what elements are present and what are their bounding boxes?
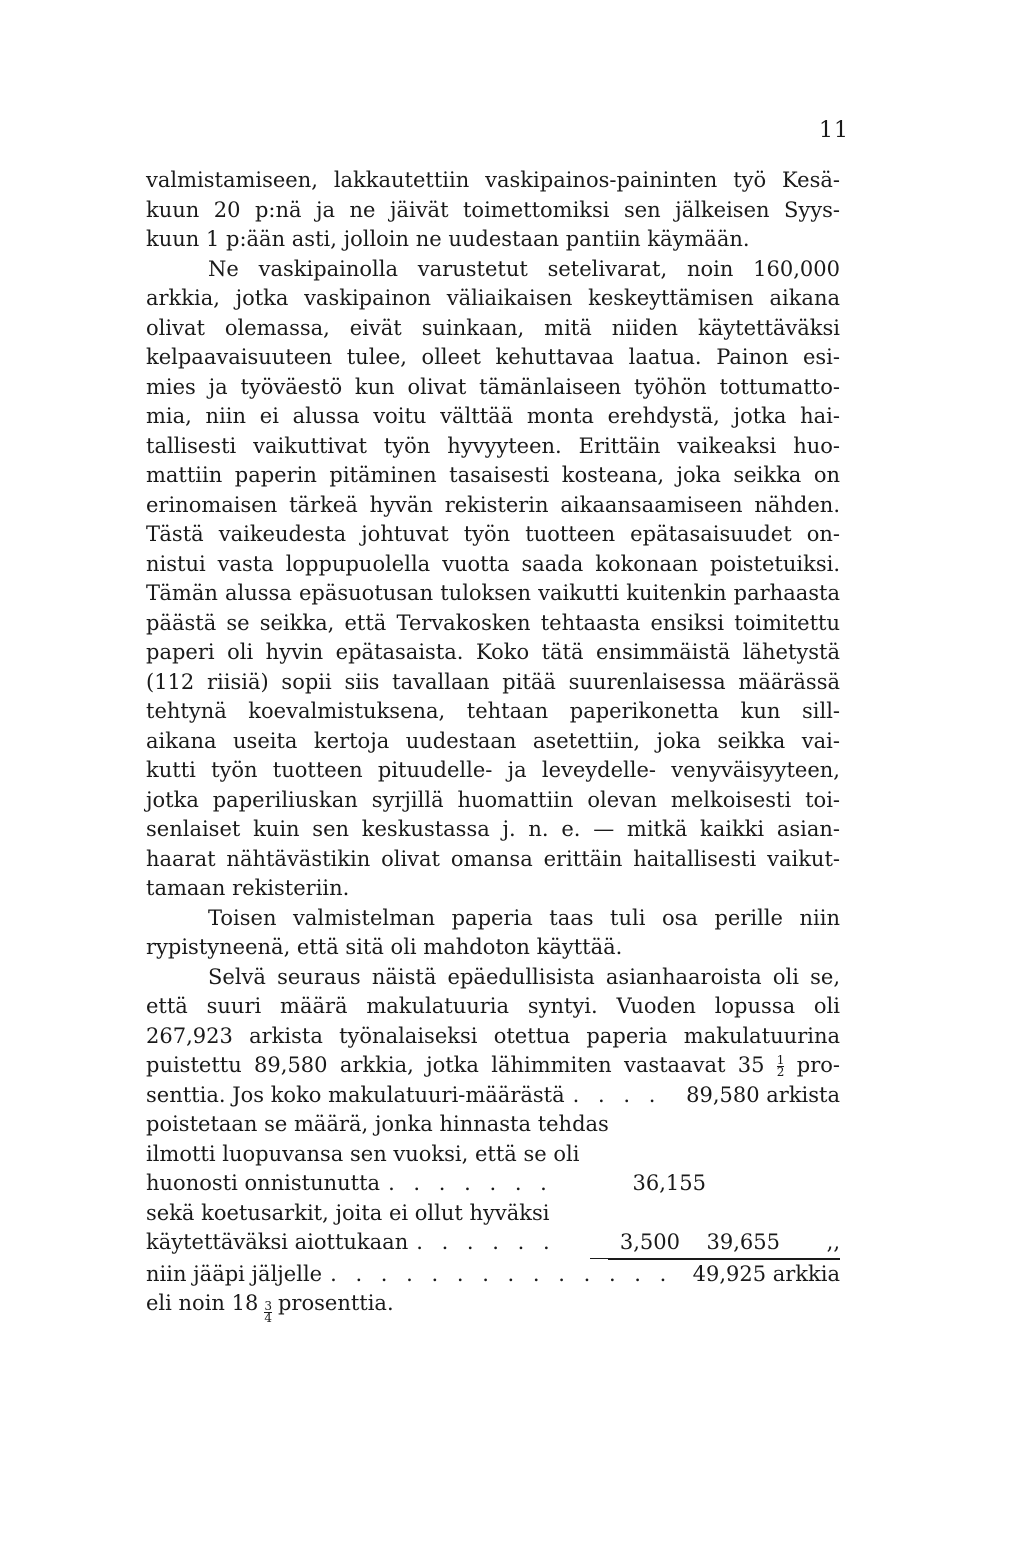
text-line: päästä se seikka, että Tervakosken tehtaasta ensiksi toimitettu bbox=[146, 610, 840, 635]
page-number: 11 bbox=[819, 118, 849, 143]
text-line: kutti työn tuotteen pituudelle- ja leveydelle- venyväisyyteen, bbox=[146, 758, 840, 782]
ledger-label: sekä koetusarkit, joita ei ollut hyväksi bbox=[146, 1200, 550, 1225]
fraction-three-quarters: $\frac{3}{4}$ bbox=[264, 1299, 272, 1325]
ledger-leader-dots: . . . . . . . . . . . . . . bbox=[330, 1261, 673, 1286]
text-line: haarat nähtävästikin olivat omansa erittäin haitallisesti vaikut- bbox=[146, 846, 840, 871]
text-line: että suuri määrä makulatuuria syntyi. Vuoden lopussa oli bbox=[146, 994, 840, 1018]
ledger-leader-dots: . . . . bbox=[572, 1082, 662, 1107]
fraction-one-half: $\frac{1}{2}$ bbox=[776, 1053, 785, 1079]
text-line: Selvä seuraus näistä epäedullisista asianhaaroista oli se, bbox=[208, 964, 840, 989]
text-line: olivat olemassa, eivät suinkaan, mitä niiden käytettäväksi bbox=[146, 315, 840, 340]
ledger-value: 89,580 arkista bbox=[686, 1082, 840, 1107]
text-line: kuun 1 p:ään asti, jolloin ne uudestaan pantiin käymään. bbox=[146, 227, 750, 251]
text-line: paperi oli hyvin epätasaista. Koko tätä ensimmäistä lähetystä bbox=[146, 640, 840, 664]
text-line-with-fraction bbox=[146, 1051, 840, 1081]
ledger-label: prosenttia. bbox=[277, 1291, 394, 1315]
ledger-row bbox=[146, 1169, 706, 1199]
text-line: tallisesti vaikuttivat työn hyvyyteen. Erittäin vaikeaksi huo- bbox=[146, 433, 840, 458]
text-line: mattiin paperin pitäminen tasaisesti kosteana, joka seikka on bbox=[146, 463, 840, 487]
line-suffix: pro- bbox=[796, 1053, 840, 1077]
text-line: mia, niin ei alussa voitu välttää monta erehdystä, jotka hai- bbox=[146, 404, 840, 428]
text-line: jotka paperiliuskan syrjillä huomattiin olevan melkoisesti toi- bbox=[146, 787, 840, 812]
ledger-row bbox=[146, 1110, 840, 1140]
ledger-label: ilmotti luopuvansa sen vuoksi, että se oli bbox=[146, 1141, 580, 1166]
paragraph-4 bbox=[146, 963, 840, 1081]
ledger-row bbox=[146, 1289, 840, 1325]
text-line: 267,923 arkista työnalaiseksi otettua paperia makulatuurina bbox=[146, 1023, 840, 1048]
ledger-row bbox=[146, 1081, 840, 1111]
text-line: aikana useita kertoja uudestaan asetettiin, joka seikka vai- bbox=[146, 728, 840, 753]
ledger-label: käytettäväksi aiottukaan bbox=[146, 1230, 409, 1254]
ledger-value: 49,925 arkkia bbox=[692, 1261, 840, 1286]
ledger-leader-dots: . . . . . . . bbox=[388, 1171, 553, 1195]
text-line: Tästä vaikeudesta johtuvat työn tuotteen epätasaisuudet on- bbox=[146, 522, 840, 546]
text-line: (112 riisiä) sopii siis tavallaan pitää suurenlaisessa määrässä bbox=[146, 669, 840, 694]
text-line: kuun 20 p:nä ja ne jäivät toimettomiksi sen jälkeisen Syys- bbox=[146, 197, 840, 222]
ledger-value: 3,500 bbox=[590, 1228, 680, 1259]
ledger-label: senttia. Jos koko makulatuuri-määrästä bbox=[146, 1082, 565, 1107]
text-line: tamaan rekisteriin. bbox=[146, 876, 350, 900]
text-line: kelpaavaisuuteen tulee, olleet kehuttavaa laatua. Painon esi- bbox=[146, 345, 840, 369]
ledger-label: huonosti onnistunutta bbox=[146, 1171, 381, 1195]
paragraph-1 bbox=[146, 166, 840, 255]
text-line: tehtynä koevalmistuksena, tehtaan paperikonetta kun sill- bbox=[146, 699, 840, 723]
body-text bbox=[146, 166, 840, 1325]
ledger-label: eli noin 18 bbox=[146, 1291, 259, 1315]
text-line: senlaiset kuin sen keskustassa j. n. e. — mitkä kaikki asian- bbox=[146, 817, 840, 841]
text-line: Tämän alussa epäsuotusan tuloksen vaikutti kuitenkin parhaasta bbox=[146, 581, 840, 605]
paragraph-3 bbox=[146, 904, 840, 963]
ledger-row bbox=[146, 1228, 840, 1258]
line-prefix: puistettu 89,580 arkkia, jotka lähimmiten vastaavat 35 bbox=[146, 1053, 765, 1077]
ledger-leader-dots: . . . . . . bbox=[416, 1230, 556, 1254]
paragraph-2 bbox=[146, 255, 840, 904]
ledger-label: niin jääpi jäljelle bbox=[146, 1261, 323, 1286]
text-line: nistui vasta loppupuolella vuotta saada kokonaan poistetuiksi. bbox=[146, 551, 840, 576]
ledger-row bbox=[146, 1260, 840, 1290]
ledger-row bbox=[146, 1199, 840, 1229]
ledger-table bbox=[146, 1081, 840, 1325]
text-line: valmistamiseen, lakkautettiin vaskipainos-paininten työ Kesä- bbox=[146, 168, 840, 192]
ledger-row bbox=[146, 1140, 840, 1170]
text-line: erinomaisen tärkeä hyvän rekisterin aikaansaamiseen nähden. bbox=[146, 492, 840, 517]
ledger-unit: ,, bbox=[826, 1230, 840, 1254]
ledger-label: poistetaan se määrä, jonka hinnasta tehdas bbox=[146, 1112, 609, 1136]
ledger-subtotal: 39,655 bbox=[706, 1230, 780, 1254]
text-line: arkkia, jotka vaskipainon väliaikaisen keskeyttämisen aikana bbox=[146, 286, 840, 310]
text-line: Ne vaskipainolla varustetut setelivarat, noin 160,000 bbox=[208, 256, 840, 281]
ledger-value: 36,155 bbox=[632, 1171, 706, 1195]
text-line: mies ja työväestö kun olivat tämänlaiseen työhön tottumatto- bbox=[146, 374, 840, 399]
text-line: rypistyneenä, että sitä oli mahdoton käyttää. bbox=[146, 935, 623, 959]
text-line: Toisen valmistelman paperia taas tuli osa perille niin bbox=[208, 905, 840, 930]
